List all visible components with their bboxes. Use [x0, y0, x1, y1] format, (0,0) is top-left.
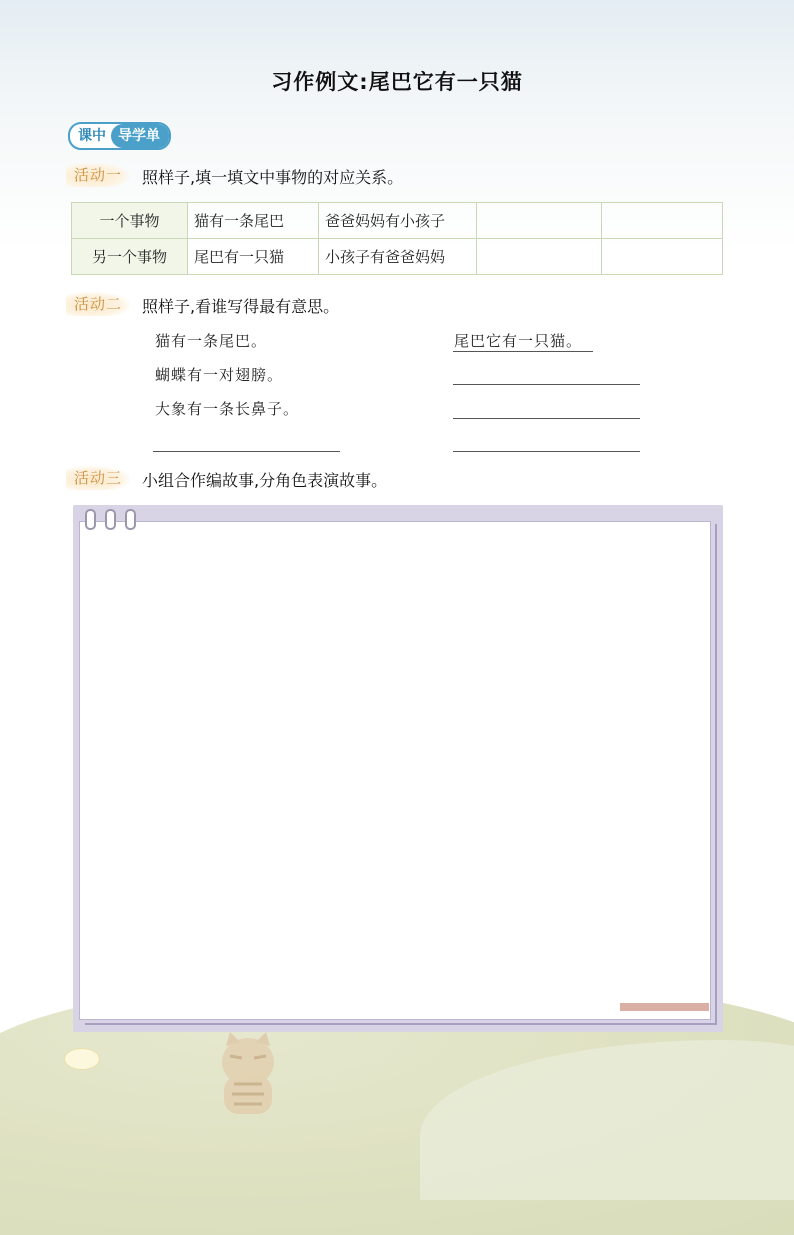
blank-cell[interactable]: [602, 203, 723, 239]
lesson-badge: [68, 122, 171, 150]
answer-line[interactable]: [453, 384, 640, 385]
notebook-ring-icon: [105, 509, 116, 530]
notebook-ring-icon: [125, 509, 136, 530]
activity3-instruction: 小组合作编故事,分角色表演故事。: [142, 471, 388, 490]
table-cell: 小孩子有爸爸妈妈: [319, 239, 477, 275]
example-sentence: 猫有一条尾巴。: [155, 332, 268, 350]
row-header: 另一个事物: [72, 239, 188, 275]
example-sentence: 蝴蝶有一对翅膀。: [155, 366, 284, 384]
activity2-instruction: 照样子,看谁写得最有意思。: [142, 297, 340, 316]
blank-cell[interactable]: [477, 203, 602, 239]
row-header: 一个事物: [72, 203, 188, 239]
model-answer: 尾巴它有一只猫。: [454, 332, 583, 350]
cat-illustration: [208, 1032, 288, 1114]
notebook-ring-icon: [85, 509, 96, 530]
badge-right: 导学单: [111, 124, 169, 148]
page-title: 习作例文:尾巴它有一只猫: [271, 70, 523, 94]
example-sentence: 大象有一条长鼻子。: [155, 400, 300, 418]
answer-line[interactable]: [153, 451, 340, 452]
page-number-badge: [64, 1048, 100, 1070]
activity1-instruction: 照样子,填一填文中事物的对应关系。: [142, 168, 404, 187]
blank-cell[interactable]: [602, 239, 723, 275]
table-cell: 猫有一条尾巴: [188, 203, 319, 239]
activity2-tag: 活动二: [66, 292, 130, 316]
table-cell: 爸爸妈妈有小孩子: [319, 203, 477, 239]
blank-cell[interactable]: [477, 239, 602, 275]
activity1-tag: 活动一: [66, 163, 130, 187]
table-row: [72, 203, 723, 239]
answer-line[interactable]: [453, 451, 640, 452]
badge-left: 课中: [78, 128, 106, 144]
relation-table: [71, 202, 723, 275]
table-cell: 尾巴有一只猫: [188, 239, 319, 275]
washi-tape: [620, 1003, 709, 1011]
model-answer-underline: [453, 351, 593, 352]
writing-area[interactable]: [79, 521, 711, 1020]
activity3-tag: 活动三: [66, 466, 130, 490]
table-row: [72, 239, 723, 275]
answer-line[interactable]: [453, 418, 640, 419]
